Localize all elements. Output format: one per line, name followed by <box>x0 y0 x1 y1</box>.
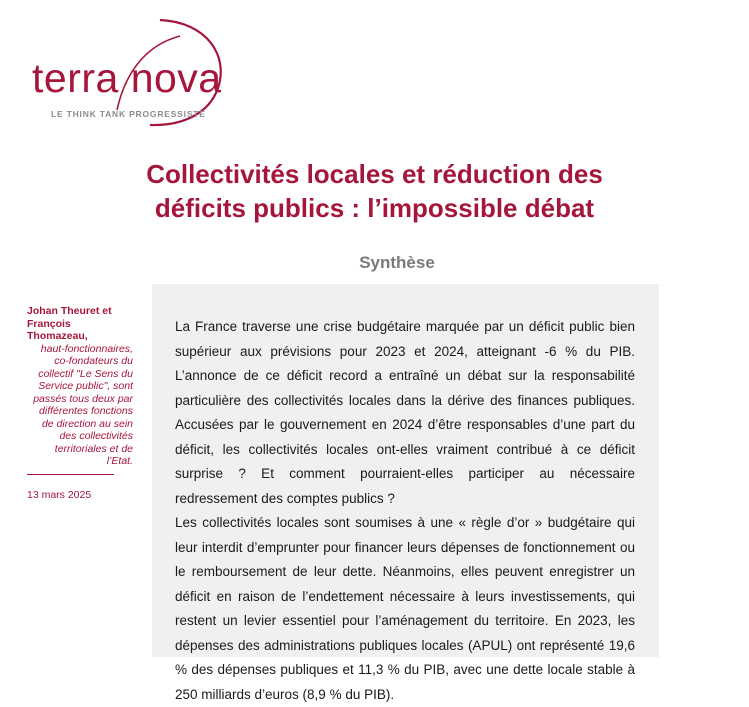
section-subtitle: Synthèse <box>359 253 435 272</box>
author-sidebar <box>27 305 133 468</box>
title-line-2: déficits publics : l’impossible débat <box>154 193 595 223</box>
logo-tagline: LE THINK TANK PROGRESSISTE <box>51 109 206 119</box>
terra-nova-logo <box>22 18 232 136</box>
body-paragraph-2: Les collectivités locales sont soumises à une « règle d’or » budgétaire qui leur interdit d’emprunter pour financer leurs dépenses de fonctionnement ou le remboursement de leur dette. Néanmoins, elles peuvent enregistrer un déficit en raison de l’endettement nécessaire à leurs investissements, qui restent un levier essentiel pour l’aménagement du territoire. En 2023, les dépenses des administrations publiques locales (APUL) ont représenté 19,6 % des dépenses publiques et 11,3 % du PIB, avec une dette locale stable à 250 milliards d’euros (8,9 % du PIB). <box>175 515 635 702</box>
logo-wordmark: terra nova <box>32 55 222 101</box>
authors-line-2: François Thomazeau, <box>27 317 88 342</box>
publication-date: 13 mars 2025 <box>27 489 92 501</box>
sidebar-divider <box>27 474 114 475</box>
authors-line-1: Johan Theuret et <box>27 305 112 317</box>
title-line-1: Collectivités locales et réduction des <box>146 159 603 189</box>
page-title <box>0 157 749 225</box>
body-paragraph-1: La France traverse une crise budgétaire marquée par un déficit public bien supérieur aux prévisions pour 2023 et 2024, atteignant -6 % du PIB. L’annonce de ce déficit record a entraîné un débat sur la responsabilité particulière des collectivités locales dans la dérive des finances publiques. Accusées par le gouvernement en 2024 d’être responsables d’une part du déficit, les collectivités locales ont-elles vraiment contribué à ce déficit surprise ? Et comment pourraient-elles participer au nécessaire redressement des comptes publics ? <box>175 319 635 506</box>
author-affiliation: haut-fonctionnaires, co-fondateurs du collectif "Le Sens du Service public", sont passés tous deux par différentes fonctions de direction au sein des collectivités territoriales et de l’Etat. <box>33 342 133 467</box>
synthesis-body <box>175 315 635 707</box>
